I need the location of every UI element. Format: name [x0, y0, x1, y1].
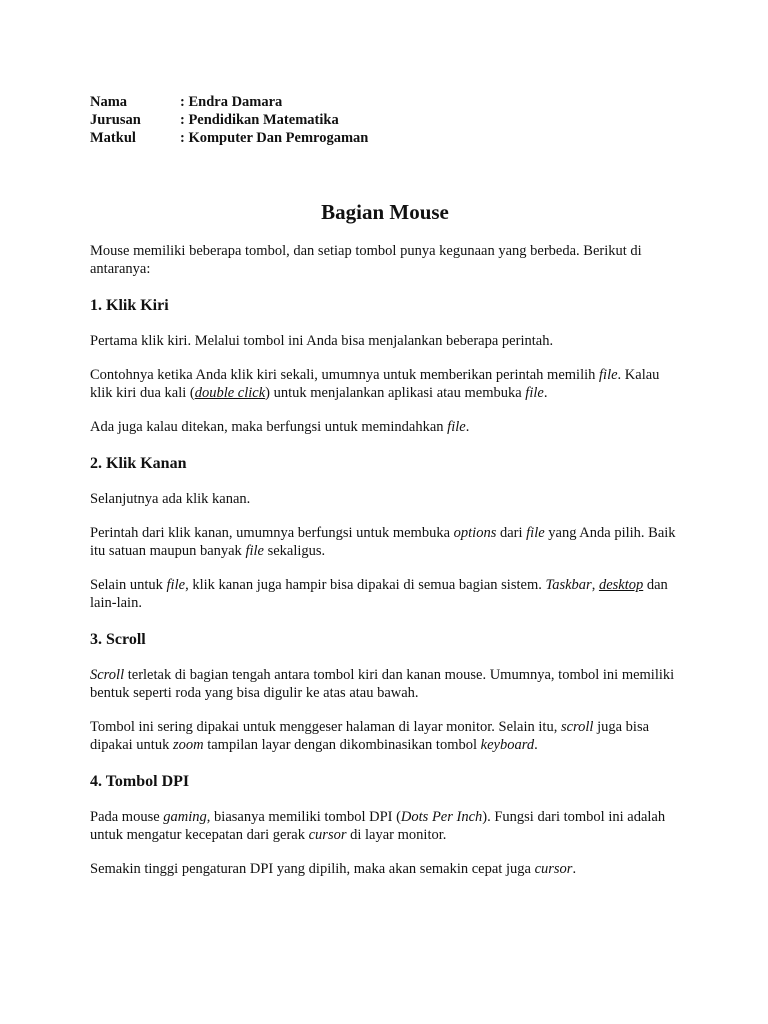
italic-term: file [525, 385, 544, 401]
identity-value: : Komputer Dan Pemrogaman [180, 130, 369, 146]
identity-label: Matkul [90, 130, 136, 146]
scroll-paragraph-1 [90, 666, 680, 702]
scroll-paragraph-2 [90, 718, 680, 754]
desktop-term: desktop [598, 577, 644, 593]
dpi-paragraph-2 [90, 860, 680, 878]
italic-term: cursor [534, 861, 573, 877]
identity-value: : Endra Damara [180, 94, 283, 110]
text-run: Selain untuk [90, 577, 167, 593]
text-run: tampilan layar dengan dikombinasikan tombol [203, 737, 481, 753]
klik-kanan-paragraph-1: Selanjutnya ada klik kanan. [90, 491, 251, 507]
klik-kiri-paragraph-3 [90, 418, 680, 436]
intro-paragraph: Mouse memiliki beberapa tombol, dan setiap tombol punya kegunaan yang berbeda. Berikut di antaranya: [90, 243, 642, 277]
italic-term: file [166, 577, 186, 593]
klik-kanan-paragraph-2 [90, 524, 680, 560]
text-run: yang Anda pilih. Baik itu satuan maupun banyak [90, 525, 676, 559]
text-run: ). Fungsi dari tombol ini adalah untuk mengatur kecepatan dari gerak [90, 809, 666, 843]
italic-term: Scroll [90, 667, 125, 683]
italic-term: zoom [172, 737, 204, 753]
text-run: . [534, 737, 538, 753]
text-run: . [543, 385, 548, 401]
text-run: ) untuk menjalankan aplikasi atau membuka [265, 385, 526, 401]
identity-block [90, 93, 680, 147]
text-run: . [572, 861, 577, 877]
klik-kiri-paragraph-1: Pertama klik kiri. Melalui tombol ini Anda bisa menjalankan beberapa perintah. [90, 333, 554, 349]
identity-label: Jurusan [90, 112, 141, 128]
text-run: Pada mouse [90, 809, 164, 825]
klik-kiri-paragraph-2 [90, 366, 680, 402]
dpi-paragraph-1 [90, 808, 680, 844]
identity-row-nama [90, 93, 680, 111]
italic-term: cursor [308, 827, 347, 843]
text-run: , [591, 577, 599, 593]
identity-value: : Pendidikan Matematika [180, 112, 339, 128]
identity-label: Nama [90, 94, 128, 110]
klik-kanan-paragraph-3 [90, 576, 680, 612]
italic-term: Dots Per Inch [400, 809, 483, 825]
text-run: Semakin tinggi pengaturan DPI yang dipilih, maka akan semakin cepat juga [90, 861, 535, 877]
italic-term: gaming [163, 809, 207, 825]
page-title: Bagian Mouse [321, 200, 449, 224]
identity-row-matkul [90, 129, 680, 147]
text-run: Ada juga kalau ditekan, maka berfungsi untuk memindahkan [90, 419, 448, 435]
double-click-term: double click [194, 385, 266, 401]
italic-term: keyboard [480, 737, 535, 753]
text-run: , klik kanan juga hampir bisa dipakai di semua bagian sistem. [185, 577, 546, 593]
text-run: , biasanya memiliki tombol DPI ( [206, 809, 401, 825]
section-heading-scroll: 3. Scroll [90, 631, 146, 648]
section-heading-klik-kiri: 1. Klik Kiri [90, 297, 169, 314]
section-heading-klik-kanan: 2. Klik Kanan [90, 455, 187, 472]
italic-term: file [447, 419, 466, 435]
text-run: terletak di bagian tengah antara tombol kiri dan kanan mouse. Umumnya, tombol ini memiliki bentuk seperti roda yang bisa digulir ke atas atau bawah. [90, 667, 675, 701]
text-run: juga bisa dipakai untuk [90, 719, 650, 753]
text-run: Contohnya ketika Anda klik kiri sekali, umumnya untuk memberikan perintah memilih [90, 367, 600, 383]
text-run: Tombol ini sering dipakai untuk menggeser halaman di layar monitor. Selain itu, [90, 719, 561, 735]
identity-row-jurusan [90, 111, 680, 129]
section-heading-tombol-dpi: 4. Tombol DPI [90, 773, 190, 790]
document-page [90, 93, 680, 894]
text-run: sekaligus. [263, 543, 326, 559]
italic-term: file [599, 367, 618, 383]
italic-term: options [453, 525, 497, 541]
text-run: . Kalau klik kiri dua kali ( [90, 367, 660, 401]
italic-term: Taskbar [545, 577, 592, 593]
text-run: di layar monitor. [346, 827, 447, 843]
text-run: dan lain-lain. [90, 577, 668, 611]
text-run: dari [496, 525, 527, 541]
text-run: Perintah dari klik kanan, umumnya berfungsi untuk membuka [90, 525, 454, 541]
italic-term: file [245, 543, 264, 559]
italic-term: scroll [560, 719, 594, 735]
text-run: . [465, 419, 470, 435]
italic-term: file [526, 525, 545, 541]
